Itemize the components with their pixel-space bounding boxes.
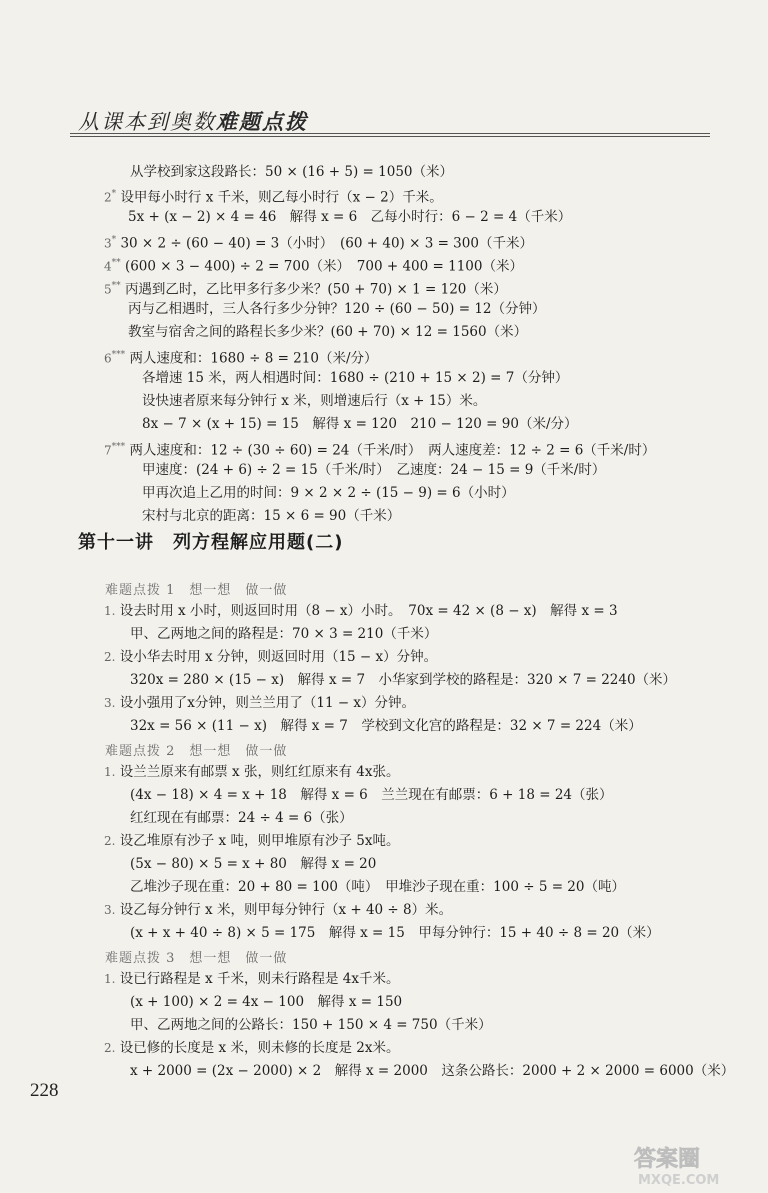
answer-line — [130, 625, 437, 643]
answer-line — [130, 163, 453, 181]
answer-text: 320x = 280 × (15 − x) 解得 x = 7 小华家到学校的路程是：320 × 7 = 2240（米） — [130, 672, 677, 688]
answer-line — [130, 786, 613, 804]
answer-line — [104, 763, 399, 781]
lecture-title: 第十一讲 列方程解应用题(二) — [78, 532, 344, 553]
answer-line — [104, 970, 399, 988]
question-number: 4 — [104, 259, 112, 274]
book-header-title — [78, 106, 308, 136]
answer-line — [130, 1062, 734, 1080]
watermark-logo — [630, 1140, 755, 1188]
question-number: 5 — [104, 282, 112, 297]
answer-text: 甲速度：(24 + 6) ÷ 2 = 15（千米/时） 乙速度：24 − 15 = 9（千米/时） — [142, 462, 606, 478]
answer-text: 设甲每小时行 x 千米，则乙每小时行（x − 2）千米。 — [120, 189, 443, 206]
difficulty-stars: *** — [111, 350, 126, 360]
answer-text: (x + 100) × 2 = 4x − 100 解得 x = 150 — [130, 994, 403, 1010]
answer-text: 设快速者原来每分钟行 x 米，则增速后行（x + 15）米。 — [142, 393, 487, 409]
subhead-heading: 难题点拨 3 想一想 做一做 — [105, 951, 288, 966]
question-number: 2. — [104, 650, 116, 664]
answer-line — [104, 694, 415, 712]
answer-line — [130, 993, 402, 1011]
answer-line — [128, 208, 571, 226]
answer-text: 红红现在有邮票：24 ÷ 4 = 6（张） — [130, 810, 353, 826]
answer-text: 甲、乙两地之间的路程是：70 × 3 = 210（千米） — [130, 626, 438, 642]
answer-line — [130, 924, 660, 942]
answer-text: 5x + (x − 2) × 4 = 46 解得 x = 6 乙每小时行：6 − 2 = 4（千米） — [128, 209, 572, 225]
answer-text: 8x − 7 × (x + 15) = 15 解得 x = 120 210 − 120 = 90（米/分） — [142, 416, 578, 432]
difficulty-stars: ** — [111, 281, 121, 291]
question-number: 3. — [104, 903, 116, 917]
answer-line — [130, 1016, 492, 1034]
answer-line — [104, 438, 655, 460]
answer-line — [142, 415, 578, 433]
answer-text: 宋村与北京的距离：15 × 6 = 90（千米） — [142, 508, 401, 524]
subhead-heading: 难题点拨 1 想一想 做一做 — [105, 583, 288, 598]
answer-line — [130, 878, 625, 896]
answer-line — [142, 369, 568, 387]
answer-text: 设兰兰原来有邮票 x 张，则红红原来有 4x张。 — [119, 764, 400, 780]
question-number: 1. — [104, 604, 116, 618]
answer-line — [130, 717, 642, 735]
header-rule — [70, 133, 710, 134]
question-number: 6 — [104, 351, 112, 366]
question-number: 2. — [104, 834, 116, 848]
answer-line — [104, 602, 618, 620]
difficulty-stars: * — [111, 235, 117, 245]
header-title-regular: 从课本到奥数 — [78, 110, 216, 134]
question-number: 2 — [104, 190, 112, 205]
answer-text: (600 × 3 − 400) ÷ 2 = 700（米） 700 + 400 = 1100（米） — [124, 258, 523, 275]
answer-text: 各增速 15 米，两人相遇时间：1680 ÷ (210 + 15 × 2) = 7（分钟） — [142, 370, 569, 386]
answer-line — [142, 507, 400, 525]
question-number: 3 — [104, 236, 112, 251]
answer-line — [104, 1039, 399, 1057]
answer-line — [142, 461, 605, 479]
answer-text: 乙堆沙子现在重：20 + 80 = 100（吨） 甲堆沙子现在重：100 ÷ 5 = 20（吨） — [130, 879, 625, 895]
answer-text: 从学校到家这段路长：50 × (16 + 5) = 1050（米） — [130, 164, 454, 180]
watermark-text-bottom: MXQE.COM — [638, 1173, 720, 1188]
answer-text: 设小强用了x分钟，则兰兰用了（11 − x）分钟。 — [119, 695, 416, 711]
answer-text: 30 × 2 ÷ (60 − 40) = 3（小时） (60 + 40) × 3 = 300（千米） — [120, 235, 533, 252]
answer-line — [104, 346, 378, 368]
answer-line — [128, 323, 527, 341]
question-number: 7 — [104, 443, 112, 458]
answer-text: 设去时用 x 小时，则返回时用（8 − x）小时。 70x = 42 × (8 − x) 解得 x = 3 — [119, 603, 618, 619]
answer-text: 教室与宿舍之间的路程长多少米？(60 + 70) × 12 = 1560（米） — [128, 324, 528, 340]
subhead-heading: 难题点拨 2 想一想 做一做 — [105, 744, 288, 759]
answer-text: 设小华去时用 x 分钟，则返回时用（15 − x）分钟。 — [119, 649, 438, 665]
answer-line — [130, 671, 676, 689]
answer-line — [104, 231, 533, 253]
watermark-text-top: 答案圈 — [634, 1147, 701, 1172]
answer-line — [104, 277, 507, 299]
answer-text: 设乙每分钟行 x 米，则甲每分钟行（x + 40 ÷ 8）米。 — [119, 902, 453, 918]
answer-line — [104, 185, 443, 207]
difficulty-stars: *** — [111, 442, 126, 452]
answer-text: 甲再次追上乙用的时间：9 × 2 × 2 ÷ (15 − 9) = 6（小时） — [142, 485, 515, 501]
header-title-bold: 难题点拨 — [216, 110, 308, 134]
answer-text: 设已行路程是 x 千米，则未行路程是 4x千米。 — [119, 971, 400, 987]
answer-line — [130, 855, 376, 873]
answer-text: 32x = 56 × (11 − x) 解得 x = 7 学校到文化宫的路程是：32 × 7 = 224（米） — [130, 718, 642, 734]
answer-line — [104, 901, 452, 919]
difficulty-stars: * — [111, 189, 117, 199]
answer-line — [128, 300, 546, 318]
header-rule-2 — [70, 136, 710, 137]
question-number: 3. — [104, 696, 116, 710]
question-number: 1. — [104, 765, 116, 779]
page-number: 228 — [30, 1080, 59, 1101]
answer-text: 丙与乙相遇时，三人各行多少分钟？120 ÷ (60 − 50) = 12（分钟） — [128, 301, 546, 317]
answer-text: x + 2000 = (2x − 2000) × 2 解得 x = 2000 这条公路长：2000 + 2 × 2000 = 6000（米） — [130, 1063, 735, 1079]
question-number: 2. — [104, 1041, 116, 1055]
answer-text: (4x − 18) × 4 = x + 18 解得 x = 6 兰兰现在有邮票：6 + 18 = 24（张） — [130, 787, 613, 803]
answer-text: 两人速度和：1680 ÷ 8 = 210（米/分） — [129, 350, 378, 367]
answer-text: (5x − 80) × 5 = x + 80 解得 x = 20 — [130, 856, 377, 872]
answer-text: 丙遇到乙时，乙比甲多行多少米？(50 + 70) × 1 = 120（米） — [124, 281, 507, 298]
answer-line — [104, 254, 523, 276]
answer-text: 设已修的长度是 x 米，则未修的长度是 2x米。 — [119, 1040, 400, 1056]
answer-line — [104, 832, 399, 850]
answer-line — [142, 392, 486, 410]
answer-text: 甲、乙两地之间的公路长：150 + 150 × 4 = 750（千米） — [130, 1017, 492, 1033]
answer-line — [104, 648, 437, 666]
question-number: 1. — [104, 972, 116, 986]
answer-line — [130, 809, 353, 827]
answer-text: 设乙堆原有沙子 x 吨，则甲堆原有沙子 5x吨。 — [119, 833, 400, 849]
difficulty-stars: ** — [111, 258, 121, 268]
answer-text: 两人速度和：12 ÷ (30 ÷ 60) = 24（千米/时） 两人速度差：12 ÷ 2 = 6（千米/时） — [129, 442, 656, 459]
answer-line — [142, 484, 515, 502]
answer-text: (x + x + 40 ÷ 8) × 5 = 175 解得 x = 15 甲每分钟行：15 + 40 ÷ 8 = 20（米） — [130, 925, 660, 941]
